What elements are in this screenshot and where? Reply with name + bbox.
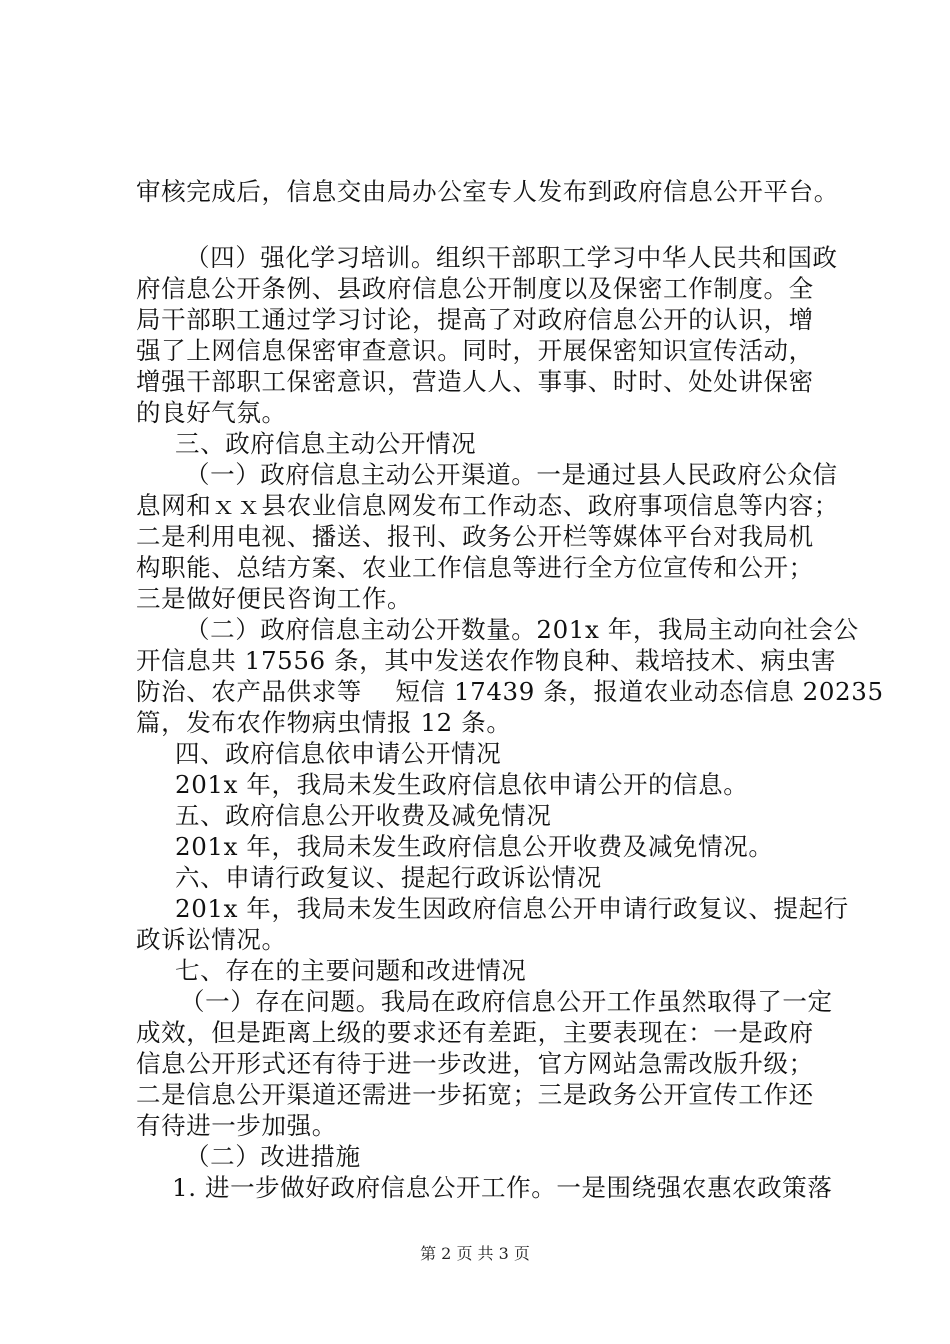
text-line: 开信息共 17556 条，其中发送农作物良种、栽培技术、病虫害	[136, 646, 837, 675]
text-line: （二）政府信息主动公开数量。201x 年，我局主动向社会公	[185, 615, 859, 644]
text-line: 二是利用电视、播送、报刊、政务公开栏等媒体平台对我局机	[136, 522, 814, 551]
text-line: 201x 年，我局未发生因政府信息公开申请行政复议、提起行	[175, 894, 849, 923]
text-line: （四）强化学习培训。组织干部职工学习中华人民共和国政	[185, 243, 838, 272]
text-line: 构职能、总结方案、农业工作信息等进行全方位宣传和公开；	[136, 553, 814, 582]
text-line: 审核完成后，信息交由局办公室专人发布到政府信息公开平台。	[136, 177, 839, 206]
text-line: 201x 年，我局未发生政府信息公开收费及减免情况。	[175, 832, 774, 861]
text-line: 信息公开形式还有待于进一步改进，官方网站急需改版升级；	[136, 1049, 814, 1078]
text-line: 有待进一步加强。	[136, 1111, 337, 1140]
section-heading: 五、政府信息公开收费及减免情况	[175, 801, 552, 830]
section-heading: 七、存在的主要问题和改进情况	[175, 956, 527, 985]
text-line: 增强干部职工保密意识，营造人人、事事、时时、处处讲保密	[136, 367, 814, 396]
text-line: 防治、农产品供求等 短信 17439 条，报道农业动态信息 20235	[136, 677, 884, 706]
text-line: 的良好气氛。	[136, 398, 287, 427]
section-heading: 四、政府信息依申请公开情况	[175, 739, 502, 768]
text-line: 三是做好便民咨询工作。	[136, 584, 413, 613]
text-line: 成效，但是距离上级的要求还有差距，主要表现在：一是政府	[136, 1018, 814, 1047]
subsection-heading: （二）改进措施	[185, 1142, 361, 1171]
page-footer: 第 2 页 共 3 页	[420, 1244, 530, 1263]
text-line: 息网和ｘｘ县农业信息网发布工作动态、政府事项信息等内容；	[136, 491, 839, 520]
text-line: 1. 进一步做好政府信息公开工作。一是围绕强农惠农政策落	[172, 1173, 833, 1202]
text-line: 篇，发布农作物病虫情报 12 条。	[136, 708, 512, 737]
text-line: 府信息公开条例、县政府信息公开制度以及保密工作制度。全	[136, 274, 814, 303]
section-heading: 三、政府信息主动公开情况	[175, 429, 477, 458]
text-line: 强了上网信息保密审查意识。同时，开展保密知识宣传活动，	[136, 336, 814, 365]
text-line: 局干部职工通过学习讨论，提高了对政府信息公开的认识，增	[136, 305, 814, 334]
text-line: 201x 年，我局未发生政府信息依申请公开的信息。	[175, 770, 749, 799]
text-line: 二是信息公开渠道还需进一步拓宽；三是政务公开宣传工作还	[136, 1080, 814, 1109]
text-line: 政诉讼情况。	[136, 925, 287, 954]
section-heading: 六、申请行政复议、提起行政诉讼情况	[175, 863, 602, 892]
text-line: （一）存在问题。我局在政府信息公开工作虽然取得了一定	[180, 987, 833, 1016]
text-line: （一）政府信息主动公开渠道。一是通过县人民政府公众信	[185, 460, 838, 489]
